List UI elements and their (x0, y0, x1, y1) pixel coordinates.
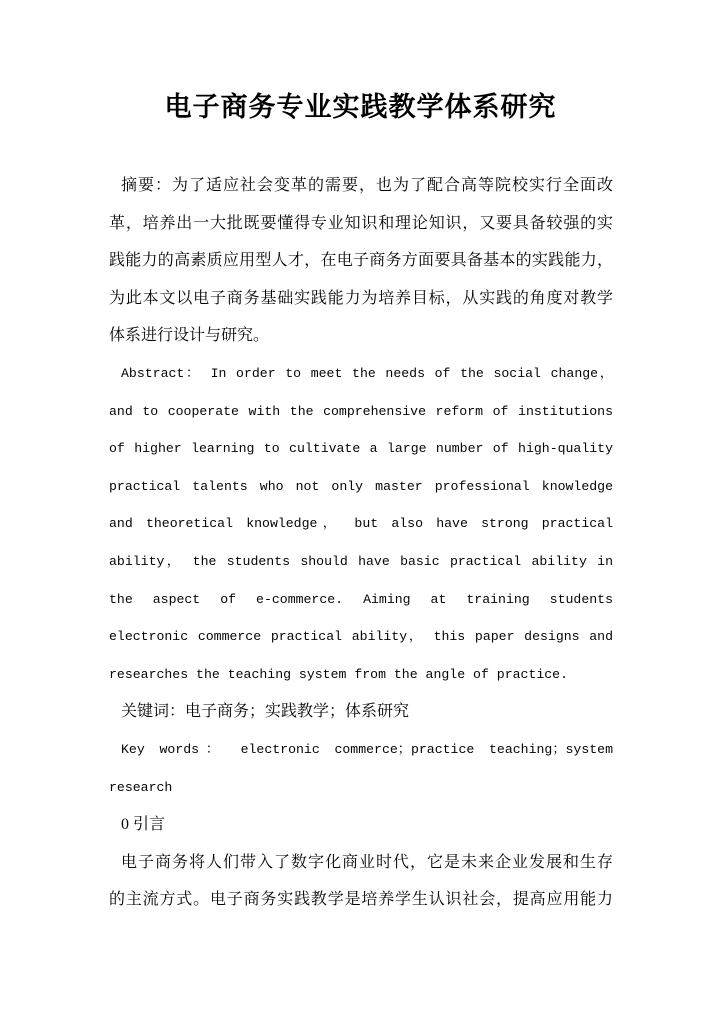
intro-line: 电子商务将人们带入了数字化商业时代，它是未来企业发展和生存 (121, 853, 613, 871)
abstract-en-line: of higher learning to cultivate a large number of high-quality (109, 441, 613, 457)
abstract-en-line: and theoretical knowledge， but also have strong practical (109, 516, 613, 532)
abstract-en-line: the aspect of e-commerce. Aiming at training students (109, 591, 613, 607)
abstract-en-line: electronic commerce practical ability， this paper designs and (109, 629, 613, 645)
abstract-cn-line: 为此本文以电子商务基础实践能力为培养目标，从实践的角度对教学 (109, 289, 613, 307)
abstract-en-line: Abstract： In order to meet the needs of the social change， (121, 365, 613, 381)
keywords-en-line: Key words： electronic commerce；practice teaching；system (121, 741, 613, 757)
abstract-en-line: researches the teaching system from the angle of practice. (109, 666, 568, 682)
intro-line: 的主流方式。电子商务实践教学是培养学生认识社会，提高应用能力 (109, 891, 613, 909)
abstract-cn-line: 摘要：为了适应社会变革的需要，也为了配合高等院校实行全面改 (121, 177, 613, 194)
keywords-cn: 关键词：电子商务；实践教学；体系研究 (121, 703, 410, 721)
keywords-en-line: research (109, 779, 173, 795)
document-title: 电子商务专业实践教学体系研究 (164, 92, 557, 122)
section-heading: 0 引言 (121, 816, 166, 834)
abstract-en-line: and to cooperate with the comprehensive reform of institutions (109, 403, 613, 419)
abstract-cn-line: 践能力的高素质应用型人才，在电子商务方面要具备基本的实践能力， (109, 252, 613, 270)
abstract-cn-line: 革，培养出一大批既要懂得专业知识和理论知识，又要具备较强的实 (109, 214, 613, 232)
abstract-en-line: practical talents who not only master professional knowledge (109, 478, 613, 494)
abstract-en-line: ability， the students should have basic practical ability in (109, 553, 613, 569)
abstract-cn-line: 体系进行设计与研究。 (109, 327, 270, 345)
document-body (109, 167, 613, 919)
